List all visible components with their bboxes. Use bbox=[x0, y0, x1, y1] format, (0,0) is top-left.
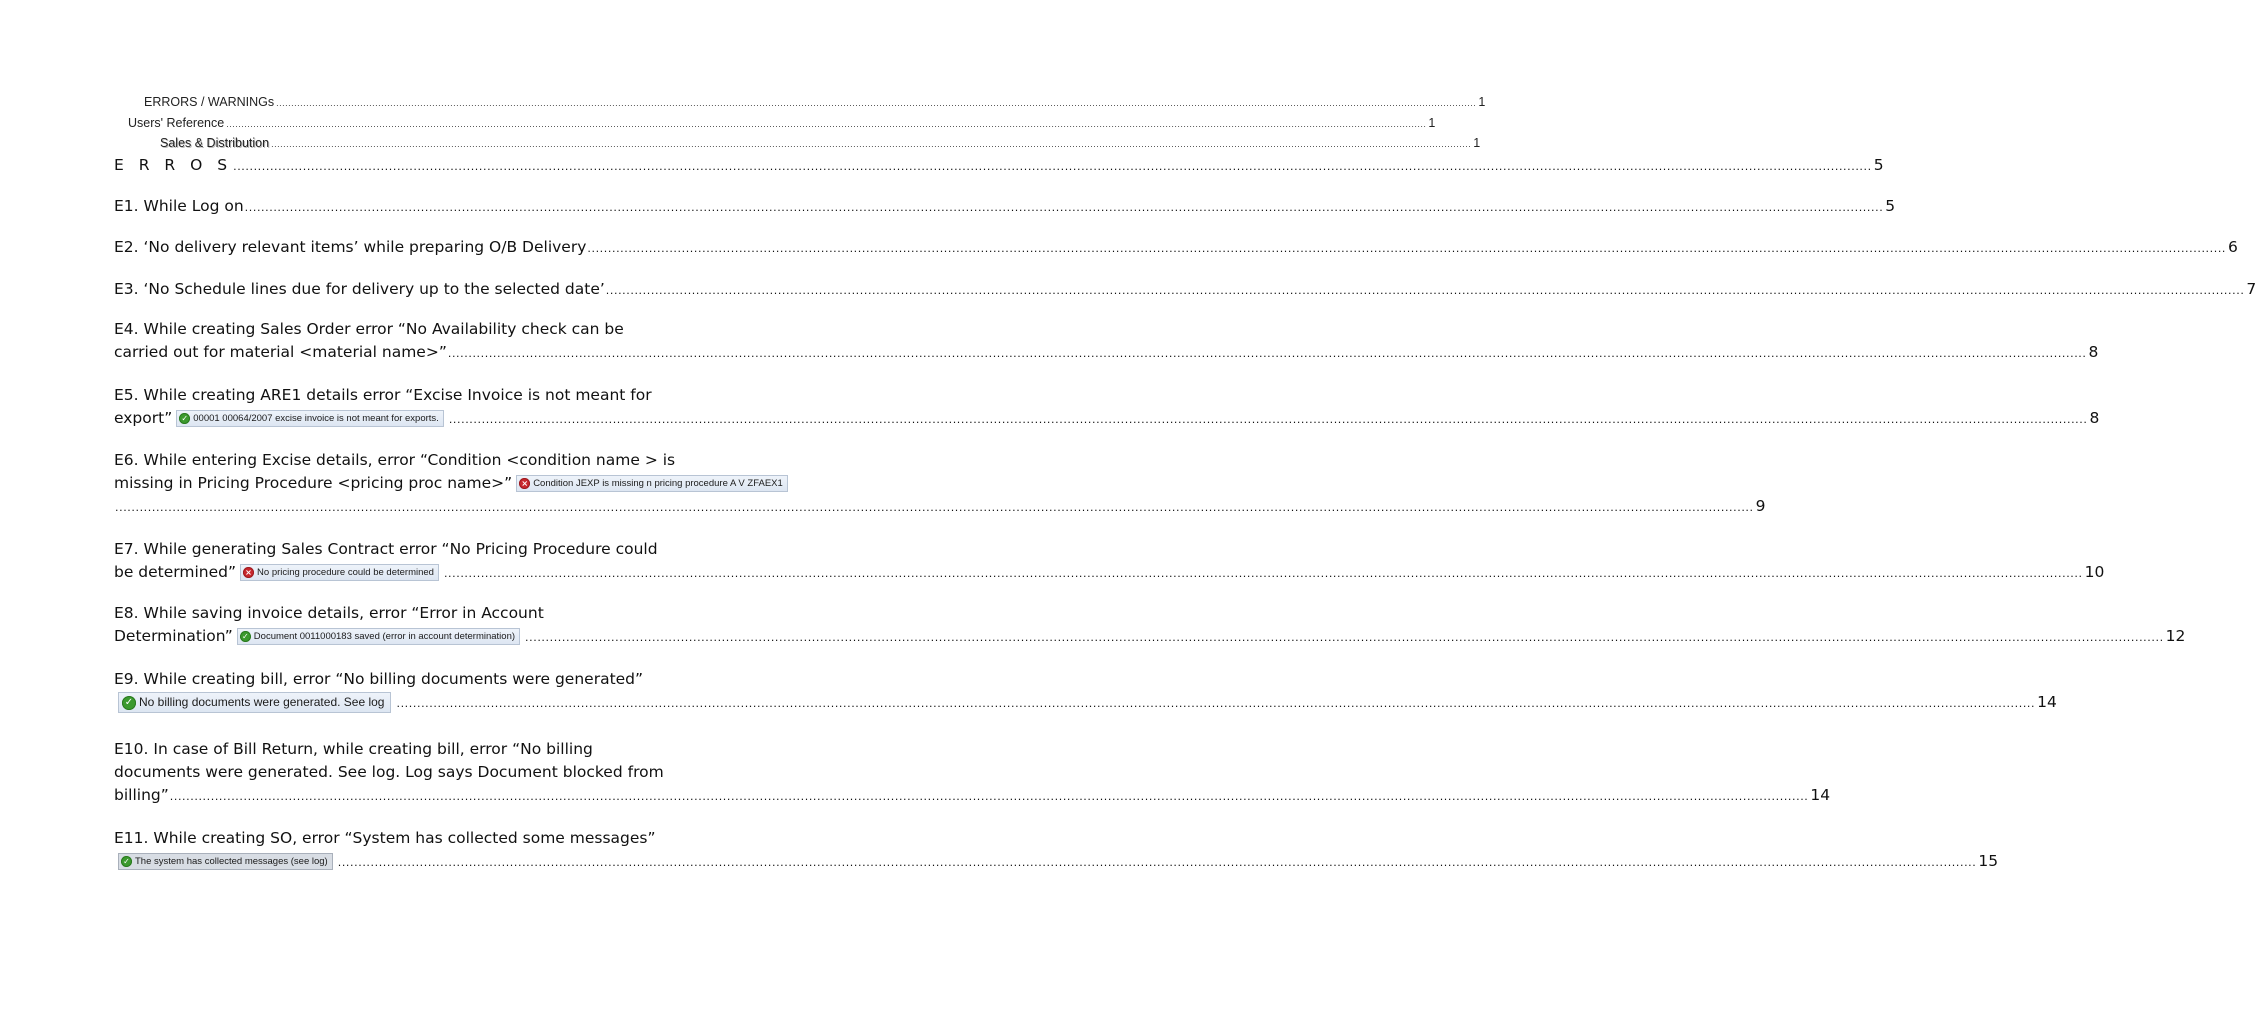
status-message-text: 00001 00064/2007 excise invoice is not meant for exports. bbox=[193, 413, 439, 424]
toc-page-number: 1 bbox=[1478, 95, 1486, 109]
toc-entry-line bbox=[114, 407, 2100, 430]
toc-entry-text: missing in Pricing Procedure <pricing proc name>” bbox=[114, 474, 513, 492]
toc-page-number: 8 bbox=[2089, 409, 2100, 427]
toc-entry-line bbox=[114, 341, 2099, 364]
toc-entry-line bbox=[114, 602, 654, 625]
toc-entry-text: E11. While creating SO, error “System has collected some messages” bbox=[114, 829, 656, 847]
dot-leader: ................................................................................................................................................................................................................................................................................................................................................................................................................ bbox=[447, 347, 2087, 360]
toc-entry-text: E5. While creating ARE1 details error “Excise Invoice is not meant for bbox=[114, 386, 652, 404]
toc-item-label: Sales & Distribution bbox=[160, 136, 270, 150]
toc-entry-line bbox=[114, 827, 654, 850]
toc-entry-line bbox=[114, 195, 1896, 218]
toc-entry-line bbox=[114, 318, 654, 341]
status-message-snippet bbox=[237, 628, 520, 645]
toc-page-number: 1 bbox=[1473, 136, 1481, 150]
status-message-text: No billing documents were generated. See log bbox=[139, 695, 385, 709]
toc-entry-text: E6. While entering Excise details, error “Condition <condition name > is bbox=[114, 451, 676, 469]
toc-entry-line bbox=[114, 668, 654, 691]
toc-entry-e10[interactable] bbox=[114, 738, 1831, 807]
dot-leader: ................................................................................................................................................................................................................................................................................................................................................................................................................ bbox=[271, 139, 1472, 149]
dot-leader: ................................................................................................................................................................................................................................................................................................................................................................................................................ bbox=[233, 160, 1872, 173]
status-message-text: The system has collected messages (see log) bbox=[135, 856, 328, 867]
toc-page-number: 10 bbox=[2084, 563, 2105, 581]
toc-entry-line bbox=[114, 625, 2186, 648]
status-message-snippet bbox=[118, 853, 333, 870]
toc-entry-e9[interactable] bbox=[114, 668, 2057, 714]
toc-entry-text: E4. While creating Sales Order error “No Availability check can be bbox=[114, 320, 624, 338]
dot-leader: ................................................................................................................................................................................................................................................................................................................................................................................................................ bbox=[448, 413, 2088, 426]
toc-page-number: 9 bbox=[1755, 497, 1766, 515]
status-message-text: Document 0011000183 saved (error in account determination) bbox=[253, 631, 516, 642]
toc-item-users-reference[interactable] bbox=[128, 116, 1436, 130]
toc-item-errors-warnings[interactable] bbox=[144, 95, 1486, 109]
toc-page-number: 15 bbox=[1978, 852, 1999, 870]
toc-page-number: 6 bbox=[2228, 238, 2238, 256]
toc-item-label: ERRORS / WARNINGs bbox=[144, 95, 275, 109]
toc-page-number: 1 bbox=[1428, 116, 1436, 130]
toc-entry-line bbox=[114, 561, 2105, 584]
toc-entry-text: billing” bbox=[114, 786, 169, 804]
toc-entry-line bbox=[114, 538, 658, 561]
toc-entry-line bbox=[114, 761, 664, 784]
dot-leader: ................................................................................................................................................................................................................................................................................................................................................................................................................ bbox=[443, 567, 2083, 580]
status-message-snippet bbox=[118, 692, 391, 713]
success-check-icon: ✓ bbox=[121, 856, 132, 867]
status-message-snippet bbox=[516, 475, 788, 492]
dot-leader: ................................................................................................................................................................................................................................................................................................................................................................................................................ bbox=[276, 98, 1477, 108]
toc-entry-text: E2. ‘No delivery relevant items’ while preparing O/B Delivery bbox=[114, 238, 587, 256]
toc-page-number: 12 bbox=[2165, 627, 2186, 645]
toc-item-label: Users' Reference bbox=[128, 116, 225, 130]
status-message-snippet bbox=[240, 564, 439, 581]
toc-entry-text: be determined” bbox=[114, 563, 237, 581]
success-check-icon: ✓ bbox=[122, 696, 136, 710]
toc-page-number: 5 bbox=[1885, 197, 1896, 215]
toc-item-sales-distribution[interactable] bbox=[160, 136, 1481, 150]
toc-entry-line bbox=[114, 236, 2238, 259]
toc-entry-line bbox=[114, 691, 2057, 714]
status-message-text: No pricing procedure could be determined bbox=[257, 567, 434, 578]
toc-entry-line bbox=[114, 784, 1831, 807]
toc-entry-text: E1. While Log on bbox=[114, 197, 244, 215]
toc-entry-e2[interactable] bbox=[114, 236, 2238, 259]
dot-leader: ................................................................................................................................................................................................................................................................................................................................................................................................................ bbox=[605, 284, 2245, 297]
toc-entry-text: carried out for material <material name>” bbox=[114, 343, 447, 361]
dot-leader: ................................................................................................................................................................................................................................................................................................................................................................................................................ bbox=[115, 501, 1754, 514]
dot-leader: ................................................................................................................................................................................................................................................................................................................................................................................................................ bbox=[587, 242, 2227, 255]
toc-page-number: 14 bbox=[1810, 786, 1831, 804]
toc-entry-e11[interactable] bbox=[114, 827, 1999, 873]
toc-entry-errors[interactable] bbox=[114, 154, 1884, 177]
toc-entry-text: E8. While saving invoice details, error “Error in Account bbox=[114, 604, 544, 622]
toc-entry-line bbox=[114, 495, 1766, 518]
toc-entry-line bbox=[114, 384, 654, 407]
toc-entry-text: documents were generated. See log. Log says Document blocked from bbox=[114, 763, 664, 781]
dot-leader: ................................................................................................................................................................................................................................................................................................................................................................................................................ bbox=[226, 119, 1427, 129]
toc-entry-line bbox=[114, 472, 783, 495]
toc-page-number: 14 bbox=[2037, 693, 2057, 711]
toc-entry-e4[interactable] bbox=[114, 318, 2099, 364]
toc-entry-text: E9. While creating bill, error “No billing documents were generated” bbox=[114, 670, 644, 688]
toc-entry-e6[interactable] bbox=[114, 449, 1766, 518]
toc-entry-text: E10. In case of Bill Return, while creating bill, error “No billing bbox=[114, 740, 593, 758]
error-icon: × bbox=[519, 478, 530, 489]
dot-leader: ................................................................................................................................................................................................................................................................................................................................................................................................................ bbox=[525, 631, 2164, 644]
toc-page-number: 7 bbox=[2246, 280, 2256, 298]
status-message-text: Condition JEXP is missing n pricing procedure A V ZFAEX1 bbox=[533, 478, 783, 489]
toc-page-number: 8 bbox=[2088, 343, 2099, 361]
toc-entry-e7[interactable] bbox=[114, 538, 2105, 584]
toc-entry-text: export” bbox=[114, 409, 173, 427]
dot-leader: ................................................................................................................................................................................................................................................................................................................................................................................................................ bbox=[169, 790, 1809, 803]
success-check-icon: ✓ bbox=[240, 631, 251, 642]
dot-leader: ................................................................................................................................................................................................................................................................................................................................................................................................................ bbox=[244, 201, 1884, 214]
toc-entry-e8[interactable] bbox=[114, 602, 2186, 648]
success-check-icon: ✓ bbox=[179, 413, 190, 424]
toc-entry-text: E3. ‘No Schedule lines due for delivery up to the selected date’ bbox=[114, 280, 605, 298]
dot-leader: ................................................................................................................................................................................................................................................................................................................................................................................................................ bbox=[396, 697, 2036, 710]
toc-entry-e1[interactable] bbox=[114, 195, 1896, 218]
dot-leader: ................................................................................................................................................................................................................................................................................................................................................................................................................ bbox=[337, 856, 1977, 869]
error-icon: × bbox=[243, 567, 254, 578]
toc-entry-e3[interactable] bbox=[114, 278, 2256, 301]
toc-entry-line bbox=[114, 738, 654, 761]
status-message-snippet bbox=[176, 410, 444, 427]
toc-entry-line bbox=[114, 278, 2256, 301]
toc-entry-text: E7. While generating Sales Contract error “No Pricing Procedure could bbox=[114, 540, 658, 558]
toc-entry-line bbox=[114, 154, 1884, 177]
toc-entry-line bbox=[114, 449, 676, 472]
toc-page-number: 5 bbox=[1873, 156, 1884, 174]
toc-entry-text: Determination” bbox=[114, 627, 233, 645]
toc-entry-text: E R R O S bbox=[114, 156, 233, 174]
toc-entry-line bbox=[114, 850, 1999, 873]
toc-entry-e5[interactable] bbox=[114, 384, 2100, 430]
